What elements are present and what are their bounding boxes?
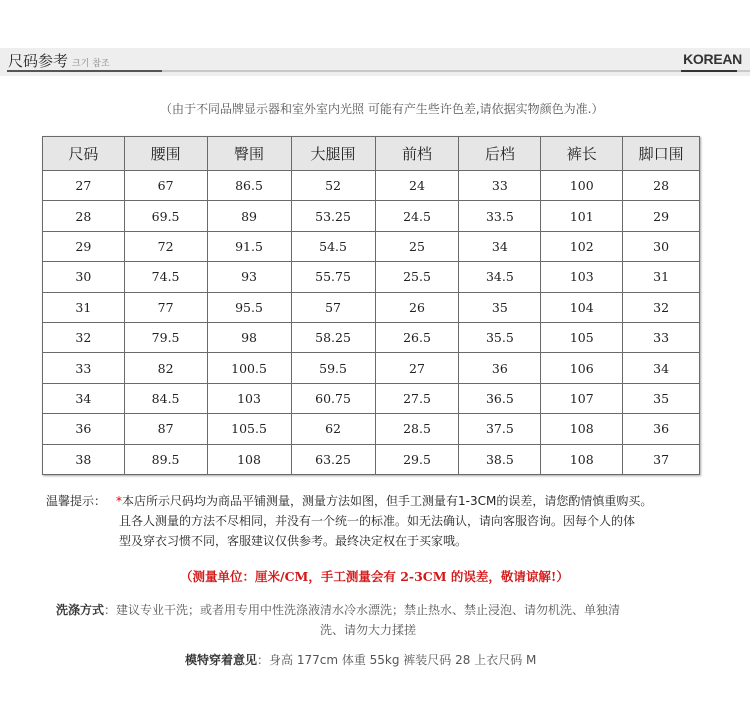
table-cell: 24	[375, 171, 459, 201]
table-cell: 77	[124, 292, 207, 322]
table-cell: 38.5	[459, 444, 541, 474]
table-cell: 105	[541, 322, 623, 352]
table-row	[43, 171, 700, 201]
tips-star: *	[116, 494, 122, 508]
table-cell: 107	[541, 383, 623, 413]
table-cell: 30	[43, 262, 125, 292]
table-cell: 93	[207, 262, 291, 292]
table-cell: 35.5	[459, 322, 541, 352]
table-cell: 25.5	[375, 262, 459, 292]
table-cell: 35	[623, 383, 700, 413]
table-cell: 34	[43, 383, 125, 413]
table-cell: 33	[459, 171, 541, 201]
column-header: 后档	[459, 137, 541, 171]
header-divider	[162, 70, 750, 72]
tips-section	[46, 491, 652, 551]
table-cell: 33.5	[459, 201, 541, 231]
table-cell: 36	[459, 353, 541, 383]
table-cell: 60.75	[291, 383, 375, 413]
tips-label: 温馨提示：	[46, 494, 107, 508]
table-cell: 87	[124, 414, 207, 444]
table-cell: 103	[207, 383, 291, 413]
table-cell: 102	[541, 231, 623, 261]
table-row	[43, 201, 700, 231]
table-cell: 58.25	[291, 322, 375, 352]
table-row	[43, 383, 700, 413]
table-cell: 29	[623, 201, 700, 231]
table-cell: 55.75	[291, 262, 375, 292]
table-cell: 100	[541, 171, 623, 201]
brand-underline	[681, 70, 737, 72]
table-cell: 37.5	[459, 414, 541, 444]
table-cell: 82	[124, 353, 207, 383]
page-title	[8, 50, 110, 71]
table-cell: 59.5	[291, 353, 375, 383]
size-table	[42, 136, 700, 475]
table-header-row	[43, 137, 700, 171]
column-header: 臀围	[207, 137, 291, 171]
table-cell: 27	[43, 171, 125, 201]
table-cell: 28.5	[375, 414, 459, 444]
table-cell: 31	[43, 292, 125, 322]
table-cell: 27	[375, 353, 459, 383]
table-cell: 32	[43, 322, 125, 352]
table-row	[43, 353, 700, 383]
title-underline	[7, 70, 162, 72]
table-cell: 67	[124, 171, 207, 201]
title-korean: 크기 참조	[72, 59, 110, 69]
table-cell: 33	[623, 322, 700, 352]
table-cell: 25	[375, 231, 459, 261]
table-cell: 108	[541, 444, 623, 474]
model-info	[185, 651, 536, 668]
table-cell: 33	[43, 353, 125, 383]
table-row	[43, 414, 700, 444]
table-cell: 30	[623, 231, 700, 261]
table-cell: 54.5	[291, 231, 375, 261]
table-cell: 36	[43, 414, 125, 444]
table-cell: 36.5	[459, 383, 541, 413]
table-cell: 35	[459, 292, 541, 322]
table-cell: 63.25	[291, 444, 375, 474]
table-row	[43, 262, 700, 292]
table-cell: 79.5	[124, 322, 207, 352]
table-cell: 32	[623, 292, 700, 322]
brand-label: KOREAN	[683, 51, 742, 67]
table-cell: 53.25	[291, 201, 375, 231]
column-header: 尺码	[43, 137, 125, 171]
unit-notice: （测量单位：厘米/CM，手工测量会有 2-3CM 的误差，敬请谅解!）	[180, 569, 569, 584]
table-cell: 28	[43, 201, 125, 231]
table-row	[43, 444, 700, 474]
column-header: 大腿围	[291, 137, 375, 171]
table-cell: 86.5	[207, 171, 291, 201]
table-row	[43, 322, 700, 352]
table-cell: 36	[623, 414, 700, 444]
table-cell: 31	[623, 262, 700, 292]
column-header: 前档	[375, 137, 459, 171]
table-cell: 52	[291, 171, 375, 201]
table-cell: 105.5	[207, 414, 291, 444]
table-cell: 29	[43, 231, 125, 261]
table-cell: 89	[207, 201, 291, 231]
table-cell: 62	[291, 414, 375, 444]
table-cell: 34	[459, 231, 541, 261]
table-row	[43, 292, 700, 322]
table-cell: 69.5	[124, 201, 207, 231]
table-cell: 98	[207, 322, 291, 352]
washing-label: 洗涤方式	[56, 603, 105, 617]
table-cell: 29.5	[375, 444, 459, 474]
table-cell: 72	[124, 231, 207, 261]
table-cell: 74.5	[124, 262, 207, 292]
table-cell: 108	[207, 444, 291, 474]
color-disclaimer: （由于不同品牌显示器和室外室内光照 可能有产生些许色差,请依据实物颜色为准.）	[160, 102, 604, 116]
table-cell: 100.5	[207, 353, 291, 383]
table-cell: 104	[541, 292, 623, 322]
table-cell: 26.5	[375, 322, 459, 352]
table-cell: 84.5	[124, 383, 207, 413]
table-cell: 95.5	[207, 292, 291, 322]
table-cell: 37	[623, 444, 700, 474]
table-cell: 24.5	[375, 201, 459, 231]
table-cell: 26	[375, 292, 459, 322]
model-text: ：身高 177cm 体重 55kg 裤装尺码 28 上衣尺码 M	[257, 653, 537, 667]
column-header: 裤长	[541, 137, 623, 171]
tips-line-1: 本店所示尺码均为商品平铺测量，测量方法如图，但手工测量有1-3CM的误差，请您酌情慎重购买。	[122, 494, 653, 508]
tips-line-2: 且各人测量的方法不尽相同，并没有一个统一的标准。如无法确认，请向客服咨询。因每个人的体	[119, 514, 636, 528]
table-cell: 38	[43, 444, 125, 474]
table-cell: 106	[541, 353, 623, 383]
table-cell: 28	[623, 171, 700, 201]
table-row	[43, 231, 700, 261]
washing-section	[56, 600, 716, 640]
tips-line-3: 型及穿衣习惯不同，客服建议仅供参考。最终决定权在于买家哦。	[119, 534, 468, 548]
washing-line-2: 洗、请勿大力揉搓	[320, 623, 417, 637]
table-cell: 101	[541, 201, 623, 231]
column-header: 腰围	[124, 137, 207, 171]
column-header: 脚口围	[623, 137, 700, 171]
table-cell: 108	[541, 414, 623, 444]
model-label: 模特穿着意见	[185, 653, 258, 667]
table-cell: 57	[291, 292, 375, 322]
table-cell: 103	[541, 262, 623, 292]
table-cell: 27.5	[375, 383, 459, 413]
table-cell: 89.5	[124, 444, 207, 474]
table-cell: 34	[623, 353, 700, 383]
table-cell: 91.5	[207, 231, 291, 261]
title-text: 尺码参考	[8, 52, 69, 70]
washing-line-1: ：建议专业干洗；或者用专用中性洗涤液清水冷水漂洗；禁止热水、禁止浸泡、请勿机洗、单独清	[104, 603, 621, 617]
table-cell: 34.5	[459, 262, 541, 292]
